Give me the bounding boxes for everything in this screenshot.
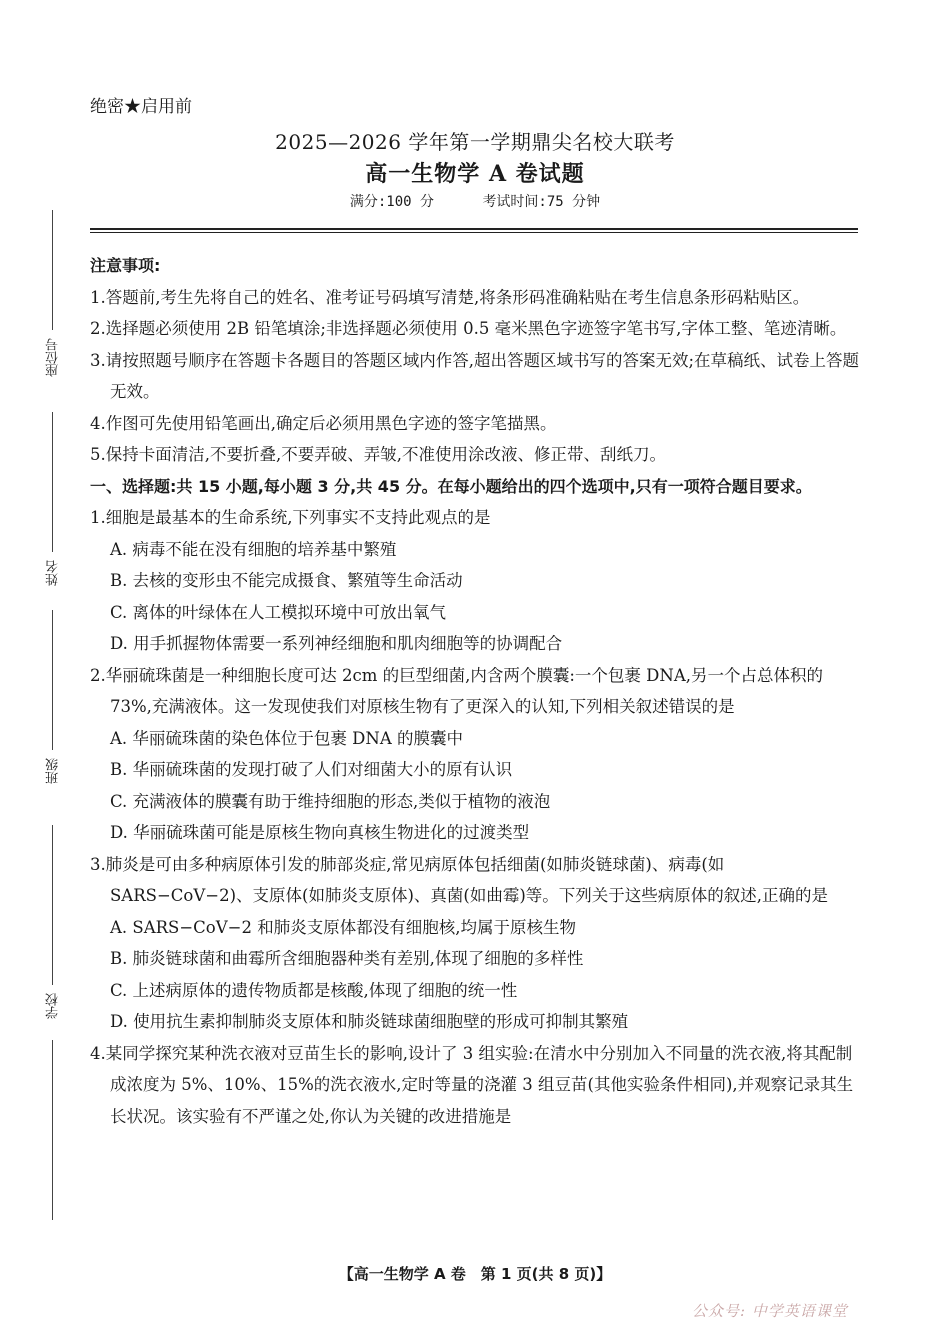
- secret-label: 绝密★启用前: [90, 97, 192, 117]
- margin-label-name: 姓名: [46, 560, 61, 586]
- notice-item: 5.保持卡面清洁,不要折叠,不要弄破、弄皱,不准使用涂改液、修正带、刮纸刀。: [90, 445, 666, 464]
- header-rule-thick: [90, 228, 858, 230]
- question-stem: 2.华丽硫珠菌是一种细胞长度可达 2cm 的巨型细菌,内含两个膜囊:一个包裹 DNA,另一个占总体积的 73%,充满液体。这一发现使我们对原核生物有了更深入的认知,下列相关叙述错误的是: [90, 665, 823, 716]
- notice-item: 1.答题前,考生先将自己的姓名、准考证号码填写清楚,将条形码准确粘贴在考生信息条形码粘贴区。: [90, 287, 810, 307]
- exam-time: 考试时间:75 分钟: [482, 194, 601, 210]
- question-option: B. 去核的变形虫不能完成摄食、繁殖等生命活动: [110, 571, 463, 590]
- question-option: C. 充满液体的膜囊有助于维持细胞的形态,类似于植物的液泡: [110, 791, 551, 811]
- margin-line: [52, 1040, 53, 1220]
- margin-label-class: 班级: [46, 758, 61, 784]
- question-option: C. 离体的叶绿体在人工模拟环境中可放出氧气: [110, 602, 447, 622]
- question-option: B. 华丽硫珠菌的发现打破了人们对细菌大小的原有认识: [110, 760, 513, 779]
- watermark: 公众号: 中学英语课堂: [692, 1302, 848, 1320]
- question-option: C. 上述病原体的遗传物质都是核酸,体现了细胞的统一性: [110, 980, 518, 1000]
- exam-title: 2025—2026 学年第一学期鼎尖名校大联考: [275, 130, 675, 154]
- question-stem: 1.细胞是最基本的生命系统,下列事实不支持此观点的是: [90, 508, 491, 527]
- notice-item: 3.请按照题号顺序在答题卡各题目的答题区域内作答,超出答题区域书写的答案无效;在草稿纸、试卷上答题无效。: [90, 350, 860, 401]
- page-footer: 【高一生物学 A 卷 第 1 页(共 8 页)】: [338, 1265, 612, 1283]
- header-rule-thin: [90, 232, 858, 233]
- margin-label-seat: 座位号: [46, 338, 61, 377]
- question-option: D. 使用抗生素抑制肺炎支原体和肺炎链球菌细胞壁的形成可抑制其繁殖: [110, 1012, 629, 1031]
- question-option: A. 病毒不能在没有细胞的培养基中繁殖: [110, 539, 397, 559]
- notice-heading: 注意事项:: [90, 256, 161, 275]
- full-score: 满分:100 分: [349, 194, 434, 210]
- exam-content: [90, 250, 865, 1132]
- margin-label-school: 学校: [46, 993, 61, 1019]
- question-option: A. 华丽硫珠菌的染色体位于包裹 DNA 的膜囊中: [110, 728, 463, 748]
- question-option: D. 华丽硫珠菌可能是原核生物向真核生物进化的过渡类型: [110, 823, 530, 842]
- notice-item: 4.作图可先使用铅笔画出,确定后必须用黑色字迹的签字笔描黑。: [90, 413, 557, 433]
- notice-item: 2.选择题必须使用 2B 铅笔填涂;非选择题必须使用 0.5 毫米黑色字迹签字笔书写,字体工整、笔迹清晰。: [90, 319, 847, 338]
- margin-line: [52, 210, 53, 330]
- question-option: D. 用手抓握物体需要一系列神经细胞和肌肉细胞等的协调配合: [110, 634, 563, 653]
- question-stem: 4.某同学探究某种洗衣液对豆苗生长的影响,设计了 3 组实验:在清水中分别加入不同量的洗衣液,将其配制成浓度为 5%、10%、15%的洗衣液水,定时等量的浇灌 3 组豆苗(其他实验条件相同),并观察记录其生长状况。该实验有不严谨之处,你认为关键的改进措施是: [90, 1043, 854, 1126]
- question-option: B. 肺炎链球菌和曲霉所含细胞器种类有差别,体现了细胞的多样性: [110, 949, 584, 968]
- exam-meta: [0, 191, 950, 211]
- margin-line: [52, 412, 53, 552]
- question-stem: 3.肺炎是可由多种病原体引发的肺部炎症,常见病原体包括细菌(如肺炎链球菌)、病毒(如SARS−CoV−2)、支原体(如肺炎支原体)、真菌(如曲霉)等。下列关于这些病原体的叙述,正确的是: [90, 854, 828, 905]
- margin-line: [52, 825, 53, 985]
- paper-subtitle: 高一生物学 A 卷试题: [365, 161, 585, 187]
- margin-line: [52, 610, 53, 750]
- question-option: A. SARS−CoV−2 和肺炎支原体都没有细胞核,均属于原核生物: [110, 917, 576, 937]
- section-heading: 一、选择题:共 15 小题,每小题 3 分,共 45 分。在每小题给出的四个选项中,只有一项符合题目要求。: [90, 476, 812, 496]
